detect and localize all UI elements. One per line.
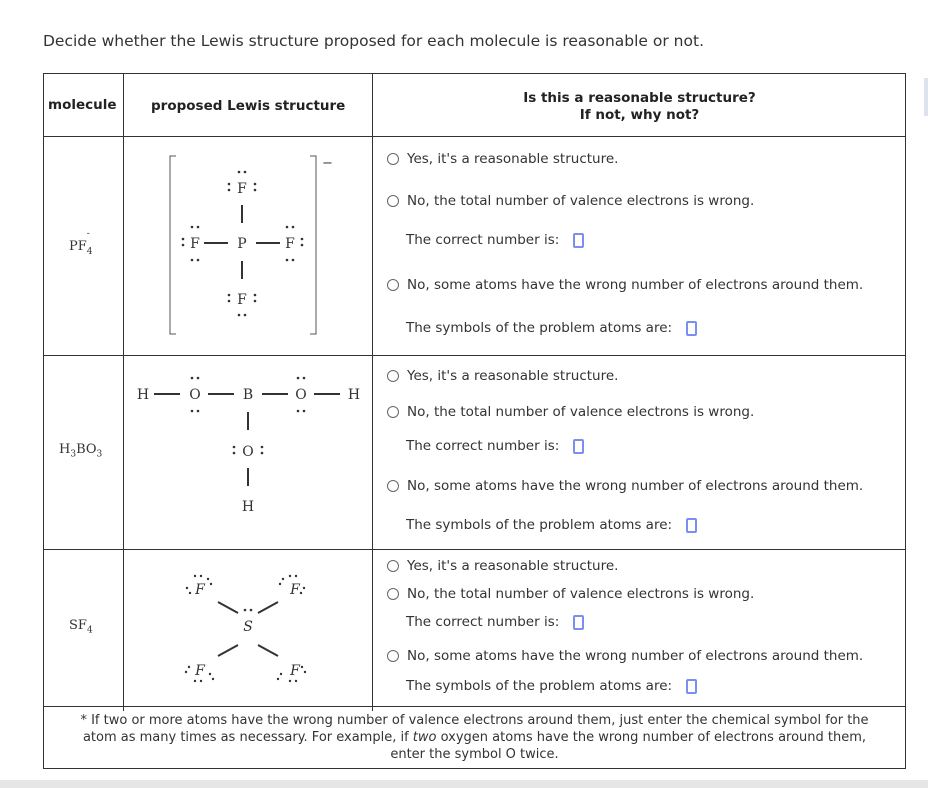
atom-h-bottom: H (241, 499, 255, 515)
radio-button[interactable] (387, 588, 399, 600)
atom-f-top-right: F (290, 582, 300, 598)
atom-o-left: O (189, 387, 201, 403)
instructions: Decide whether the Lewis structure proposed for each molecule is reasonable or not. (43, 32, 704, 50)
header-question: Is this a reasonable structure? If not, why not? (523, 90, 756, 123)
atom-s-center: S (243, 619, 253, 635)
molecule-sf4: $SF_4$ (69, 618, 93, 636)
atom-f-top: F (237, 181, 247, 197)
bond (258, 645, 278, 656)
atom-p-center: P (237, 236, 247, 252)
pf4-problem-atoms-input[interactable] (686, 321, 697, 336)
radio-button[interactable] (387, 279, 399, 291)
header-molecule: molecule (48, 97, 117, 113)
radio-button[interactable] (387, 480, 399, 492)
atom-f-left: F (190, 236, 200, 252)
sf4-problem-atoms: The symbols of the problem atoms are: (406, 678, 697, 694)
column-divider (372, 74, 373, 711)
option-sf4-yes[interactable]: Yes, it's a reasonable structure. (387, 558, 618, 574)
sf4-problem-atoms-input[interactable] (686, 679, 697, 694)
atom-h-right: H (347, 387, 361, 403)
option-pf4-wrong-total[interactable]: No, the total number of valence electrons is wrong. (387, 193, 754, 209)
lewis-structure-pf4-atoms (124, 137, 372, 355)
atom-f-bottom-right: F (290, 663, 300, 679)
h3bo3-correct-number: The correct number is: (406, 438, 584, 454)
option-pf4-wrong-atoms[interactable]: No, some atoms have the wrong number of electrons around them. (387, 277, 863, 293)
bond (218, 602, 238, 613)
molecule-pf4: PF 4 - (69, 229, 93, 257)
atom-f-right: F (285, 236, 295, 252)
sf4-correct-number-input[interactable] (573, 615, 584, 630)
lewis-structure-sf4 (124, 550, 372, 706)
radio-button[interactable] (387, 153, 399, 165)
pf4-problem-atoms: The symbols of the problem atoms are: (406, 320, 697, 336)
h3bo3-problem-atoms-input[interactable] (686, 518, 697, 533)
charge-label: − (322, 156, 333, 171)
atom-b: B (242, 387, 254, 403)
footnote: * If two or more atoms have the wrong number of valence electrons around them, just enter the chemical symbol for the atom as many times as necessary. For example, if two oxygen atoms have the wrong number of electrons around them, enter the symbol O twice. (80, 713, 869, 762)
h3bo3-problem-atoms: The symbols of the problem atoms are: (406, 517, 697, 533)
atom-h-left: H (136, 387, 150, 403)
option-h3bo3-yes[interactable]: Yes, it's a reasonable structure. (387, 368, 618, 384)
header-structure: proposed Lewis structure (151, 98, 346, 114)
atom-f-bottom-left: F (195, 663, 205, 679)
sf4-correct-number: The correct number is: (406, 614, 584, 630)
bond (218, 645, 238, 656)
atom-o-bottom: O (242, 444, 254, 460)
radio-button[interactable] (387, 370, 399, 382)
atom-f-bottom: F (237, 292, 247, 308)
row-divider (44, 706, 905, 707)
atom-o-right: O (295, 387, 307, 403)
radio-button[interactable] (387, 650, 399, 662)
option-h3bo3-wrong-total[interactable]: No, the total number of valence electrons is wrong. (387, 404, 754, 420)
molecule-h3bo3: $H_3BO_3$ (59, 442, 103, 460)
option-pf4-yes[interactable]: Yes, it's a reasonable structure. (387, 151, 618, 167)
h3bo3-correct-number-input[interactable] (573, 439, 584, 454)
radio-button[interactable] (387, 195, 399, 207)
bond (258, 602, 278, 613)
lewis-structure-h3bo3 (124, 356, 372, 549)
scrollbar-edge[interactable] (924, 78, 928, 116)
atom-f-top-left: F (195, 582, 205, 598)
radio-button[interactable] (387, 406, 399, 418)
radio-button[interactable] (387, 560, 399, 572)
lone-pair-s (244, 609, 253, 612)
option-sf4-wrong-total[interactable]: No, the total number of valence electrons is wrong. (387, 586, 754, 602)
question-table (43, 73, 906, 769)
pf4-correct-number-input[interactable] (573, 233, 584, 248)
option-h3bo3-wrong-atoms[interactable]: No, some atoms have the wrong number of electrons around them. (387, 478, 863, 494)
option-sf4-wrong-atoms[interactable]: No, some atoms have the wrong number of electrons around them. (387, 648, 863, 664)
bottom-bar (0, 780, 928, 788)
pf4-correct-number: The correct number is: (406, 232, 584, 248)
